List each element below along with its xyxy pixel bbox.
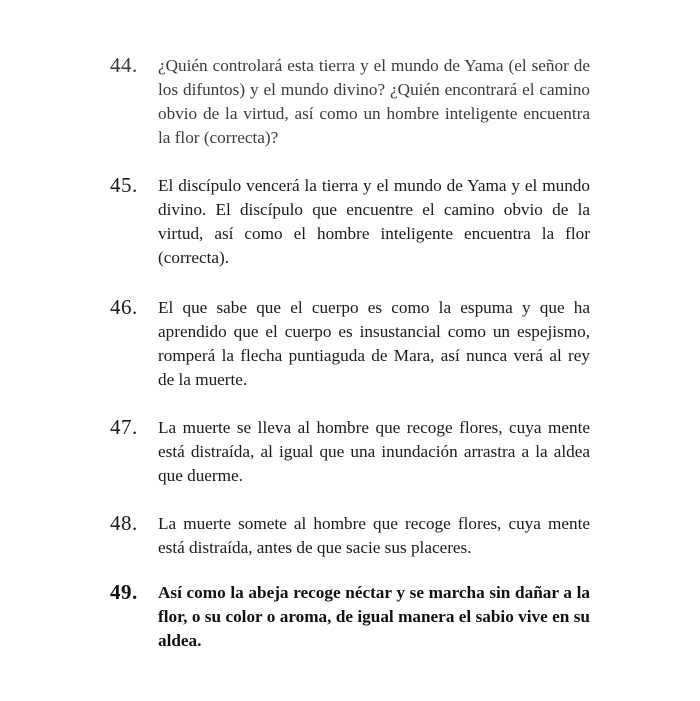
verse-number: 48.	[110, 511, 138, 535]
verse-text: La muerte se lleva al hombre que recoge flores, cuya mente está distraída, al igual que una inundación arrastra a la aldea que duerme.	[158, 418, 590, 485]
verse-text: La muerte somete al hombre que recoge flores, cuya mente está distraída, antes de que sacie sus placeres.	[158, 514, 590, 557]
verse-text: ¿Quién controlará esta tierra y el mundo de Yama (el señor de los difuntos) y el mundo divino? ¿Quién encontrará el camino obvio de la virtud, así como un hombre inteligente encuentra la flor (correcta)?	[158, 56, 590, 147]
verse-number: 45.	[110, 173, 138, 197]
verse-number: 44.	[110, 53, 138, 77]
verse-number: 46.	[110, 295, 138, 319]
verse-text: El que sabe que el cuerpo es como la espuma y que ha aprendido que el cuerpo es insustancial como un espejismo, romperá la flecha puntiaguda de Mara, así nunca verá al rey de la muerte.	[158, 298, 590, 389]
verse-text: Así como la abeja recoge néctar y se marcha sin dañar a la flor, o su color o aroma, de igual manera el sabio vive en su aldea.	[158, 583, 590, 650]
verse-number: 47.	[110, 415, 138, 439]
verse-number: 49.	[110, 580, 138, 604]
verse-text: El discípulo vencerá la tierra y el mundo de Yama y el mundo divino. El discípulo que encuentre el camino obvio de la virtud, así como el hombre inteligente encuentra la flor (correcta).	[158, 176, 590, 267]
